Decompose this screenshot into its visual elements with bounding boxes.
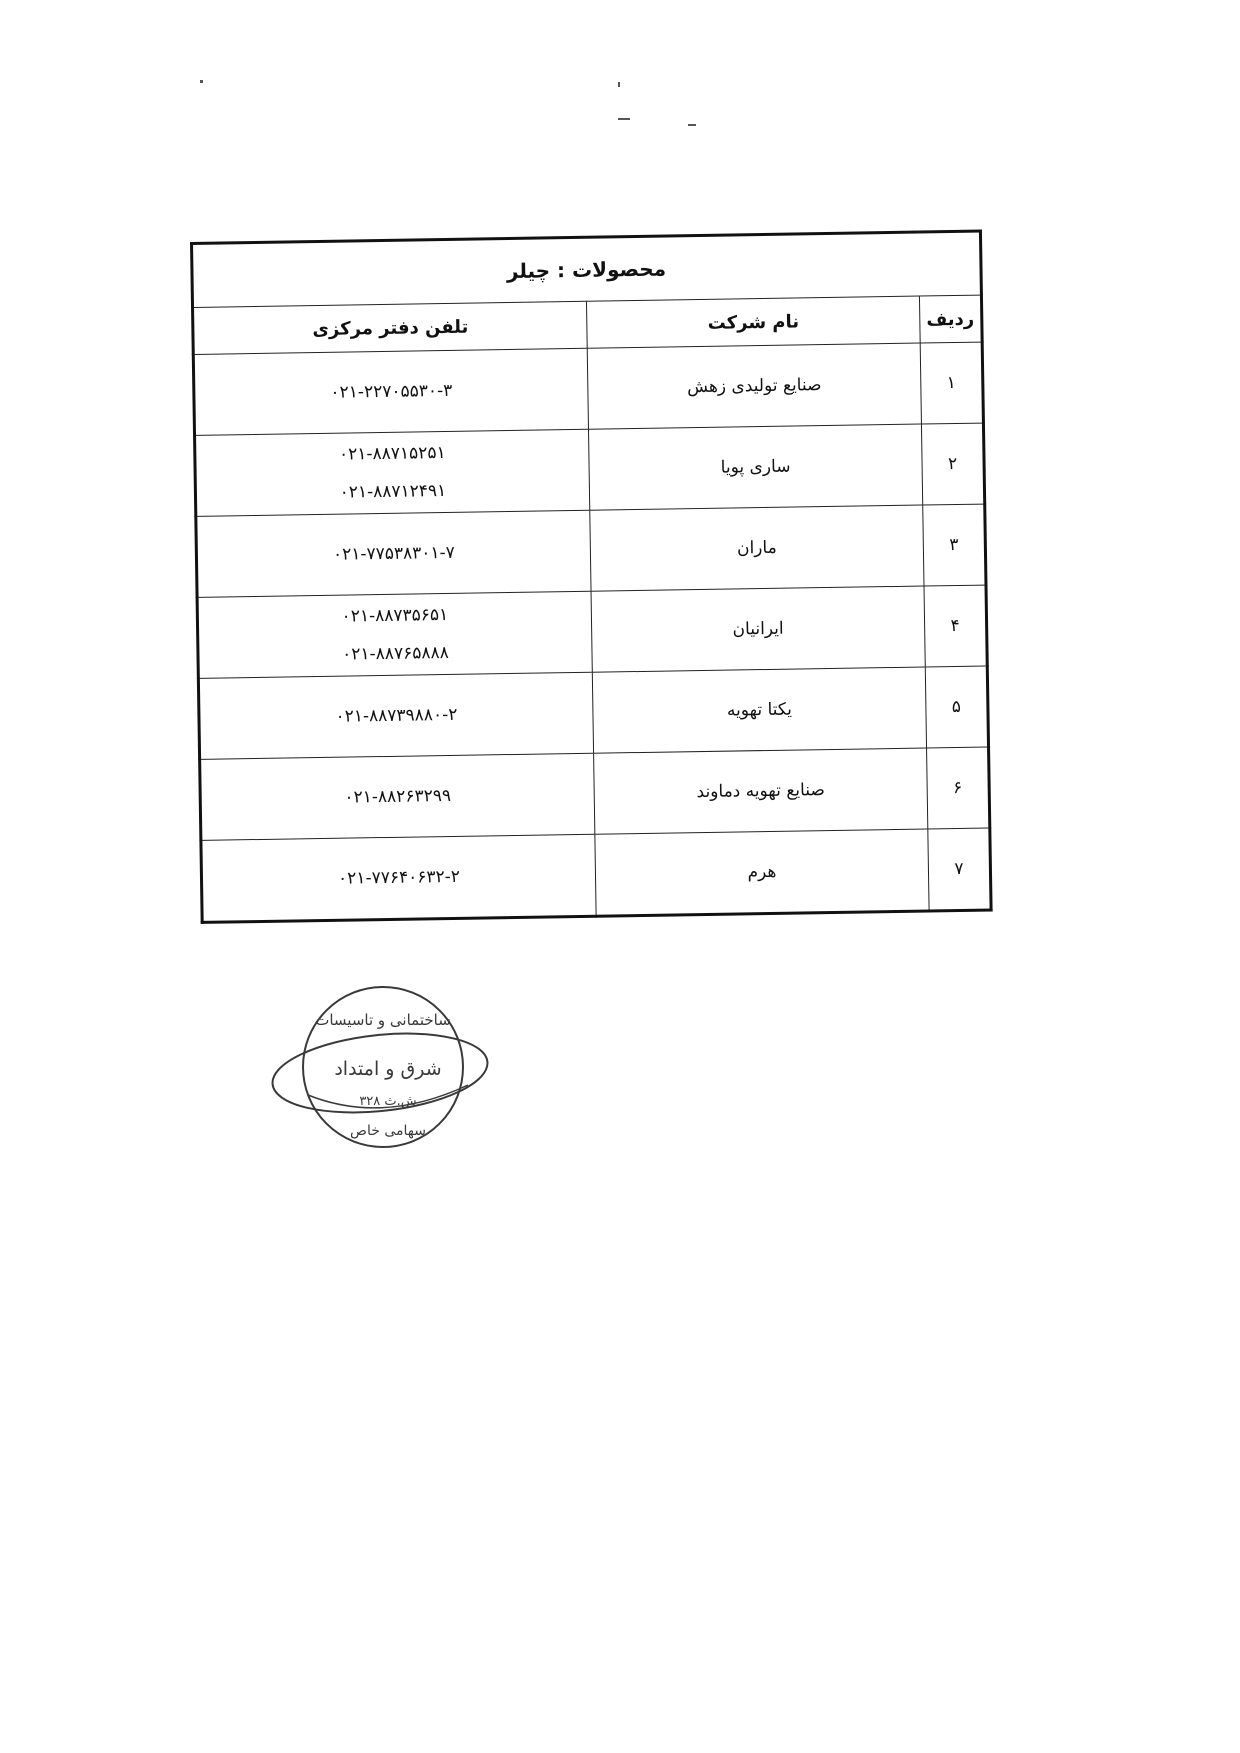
scan-speck [688, 124, 696, 126]
row-index: ۳ [923, 504, 986, 586]
phone-number: ۰۲۱-۸۸۲۶۳۲۹۹ [344, 785, 452, 808]
header-index: ردیف [919, 295, 982, 343]
stamp-line1: ساختمانی و تاسیسات [315, 1011, 451, 1029]
row-index: ۲ [921, 423, 984, 505]
table-row [193, 342, 983, 435]
row-index: ۶ [927, 747, 990, 829]
phone-number: ۰۲۱-۸۸۷۳۵۶۵۱ [341, 604, 449, 627]
phone-number: ۰۲۱-۲۲۷۰۵۵۳۰-۳ [330, 380, 453, 403]
company-name: هرم [595, 829, 929, 916]
phone-cell [195, 429, 590, 516]
phone-cell [196, 510, 591, 597]
row-index: ۱ [920, 342, 983, 424]
stamp-line2: شرق و امتداد [334, 1058, 442, 1080]
table-row [198, 666, 988, 759]
phone-cell [200, 753, 595, 840]
header-company: نام شرکت [586, 296, 920, 348]
table-row [200, 747, 990, 840]
row-index: ۵ [925, 666, 988, 748]
company-name: یکتا تهویه [592, 667, 926, 753]
company-name: ایرانیان [591, 586, 925, 672]
phone-number: ۰۲۱-۸۸۷۳۹۸۸۰-۲ [335, 704, 458, 727]
table-row [201, 828, 991, 922]
phone-cell [198, 672, 593, 759]
phone-number: ۰۲۱-۸۸۷۶۵۸۸۸ [342, 642, 449, 665]
header-phone: تلفن دفتر مرکزی [193, 301, 588, 354]
product-table [190, 230, 993, 924]
phone-cell [193, 348, 588, 435]
scan-speck [200, 80, 203, 83]
table-row [195, 423, 985, 516]
phone-cell [197, 591, 592, 678]
phone-cell [201, 834, 596, 922]
stamp-icon [268, 975, 498, 1160]
table-row [196, 504, 986, 597]
company-stamp [268, 975, 498, 1160]
scan-speck [618, 118, 630, 120]
phone-number: ۰۲۱-۷۷۶۴۰۶۳۲-۲ [337, 866, 461, 889]
row-index: ۴ [924, 585, 987, 667]
stamp-line3: سهامی خاص [350, 1123, 426, 1139]
company-name: صنایع تولیدی زهش [587, 343, 921, 429]
stamp-reg: ش.ث ۳۲۸ [359, 1094, 417, 1109]
table-title: محصولات : چیلر [192, 231, 982, 307]
table-row [197, 585, 987, 678]
phone-number: ۰۲۱-۷۷۵۳۸۳۰۱-۷ [332, 542, 455, 565]
company-name: ماران [590, 505, 924, 591]
row-index: ۷ [928, 828, 991, 911]
company-name: صنایع تهویه دماوند [594, 748, 928, 834]
scan-speck [618, 82, 620, 87]
company-name: ساری پویا [588, 424, 922, 510]
phone-number: ۰۲۱-۸۸۷۱۲۴۹۱ [339, 481, 447, 503]
table-wrapper [190, 230, 993, 924]
phone-number: ۰۲۱-۸۸۷۱۵۲۵۱ [338, 443, 446, 465]
